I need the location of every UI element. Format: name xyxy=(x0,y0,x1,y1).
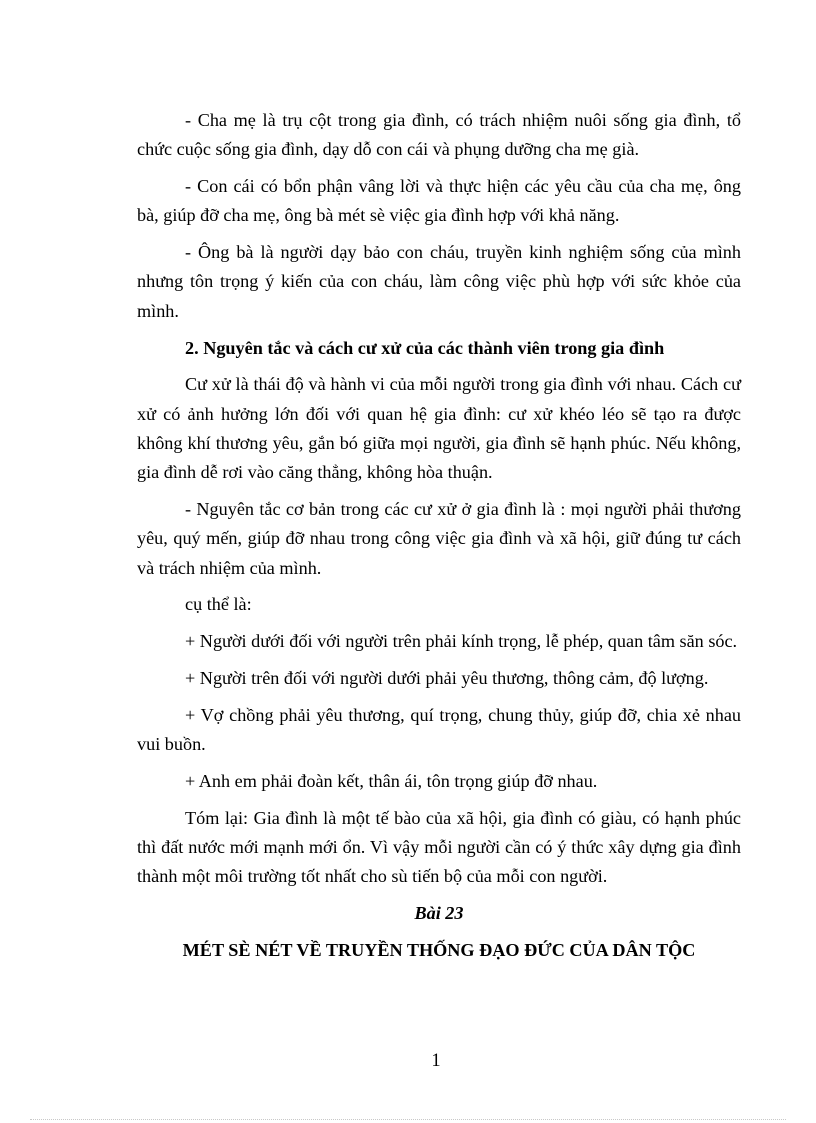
list-item-siblings: + Anh em phải đoàn kết, thân ái, tôn trọng giúp đỡ nhau. xyxy=(185,770,598,791)
page-number: 1 xyxy=(431,1051,441,1071)
paragraph-summary: Tóm lại: Gia đình là một tế bào của xã hội, gia đình có giàu, có hạnh phúc thì đất nước mới mạnh mới ổn. Vì vậy mỗi người cần có ý thức xây dựng gia đình thành một môi trường tốt nhất cho sù tiến bộ của mỗi con người. xyxy=(137,807,741,887)
lesson-title: MÉT SÈ NÉT VỀ TRUYỀN THỐNG ĐẠO ĐỨC CỦA DÂN TỘC xyxy=(182,939,696,960)
paragraph-grandparents-role: - Ông bà là người dạy bảo con cháu, truyền kinh nghiệm sống của mình nhưng tôn trọng ý kiến của con cháu, làm công việc phù hợp với sức khỏe của mình. xyxy=(137,242,741,321)
page-content xyxy=(137,106,741,973)
paragraph-basic-principle: - Nguyên tắc cơ bản trong các cư xử ở gia đình là : mọi người phải thương yêu, quý mến, giúp đỡ nhau trong công việc gia đình và xã hội, giữ đúng tư cách và trách nhiệm của mình. xyxy=(137,499,741,578)
lesson-label: Bài 23 xyxy=(414,903,464,924)
section-heading: 2. Nguyên tắc và cách cư xử của các thành viên trong gia đình xyxy=(185,337,665,358)
paragraph-parents-role: - Cha mẹ là trụ cột trong gia đình, có trách nhiệm nuôi sống gia đình, tổ chức cuộc sống gia đình, dạy dỗ con cái và phụng dưỡng cha mẹ già. xyxy=(137,110,741,160)
paragraph-behavior-definition: Cư xử là thái độ và hành vi của mỗi người trong gia đình với nhau. Cách cư xử có ảnh hưởng lớn đối với quan hệ gia đình: cư xử khéo léo sẽ tạo ra được không khí thương yêu, gắn bó giữa mọi người, gia đình sẽ hạnh phúc. Nếu không, gia đình dễ rơi vào căng thẳng, không hòa thuận. xyxy=(137,374,741,483)
list-item-seniors: + Người trên đối với người dưới phải yêu thương, thông cảm, độ lượng. xyxy=(185,668,709,689)
list-item-juniors: + Người dưới đối với người trên phải kính trọng, lễ phép, quan tâm săn sóc. xyxy=(185,631,738,652)
list-item-spouses: + Vợ chồng phải yêu thương, quí trọng, chung thủy, giúp đỡ, chia xẻ nhau vui buồn. xyxy=(137,704,741,755)
paragraph-specifically: cụ thể là: xyxy=(185,594,252,615)
paragraph-children-role: - Con cái có bổn phận vâng lời và thực hiện các yêu cầu của cha mẹ, ông bà, giúp đỡ cha mẹ, ông bà mét sè việc gia đình hợp với khả năng. xyxy=(137,176,741,226)
footer-divider xyxy=(30,1119,786,1120)
